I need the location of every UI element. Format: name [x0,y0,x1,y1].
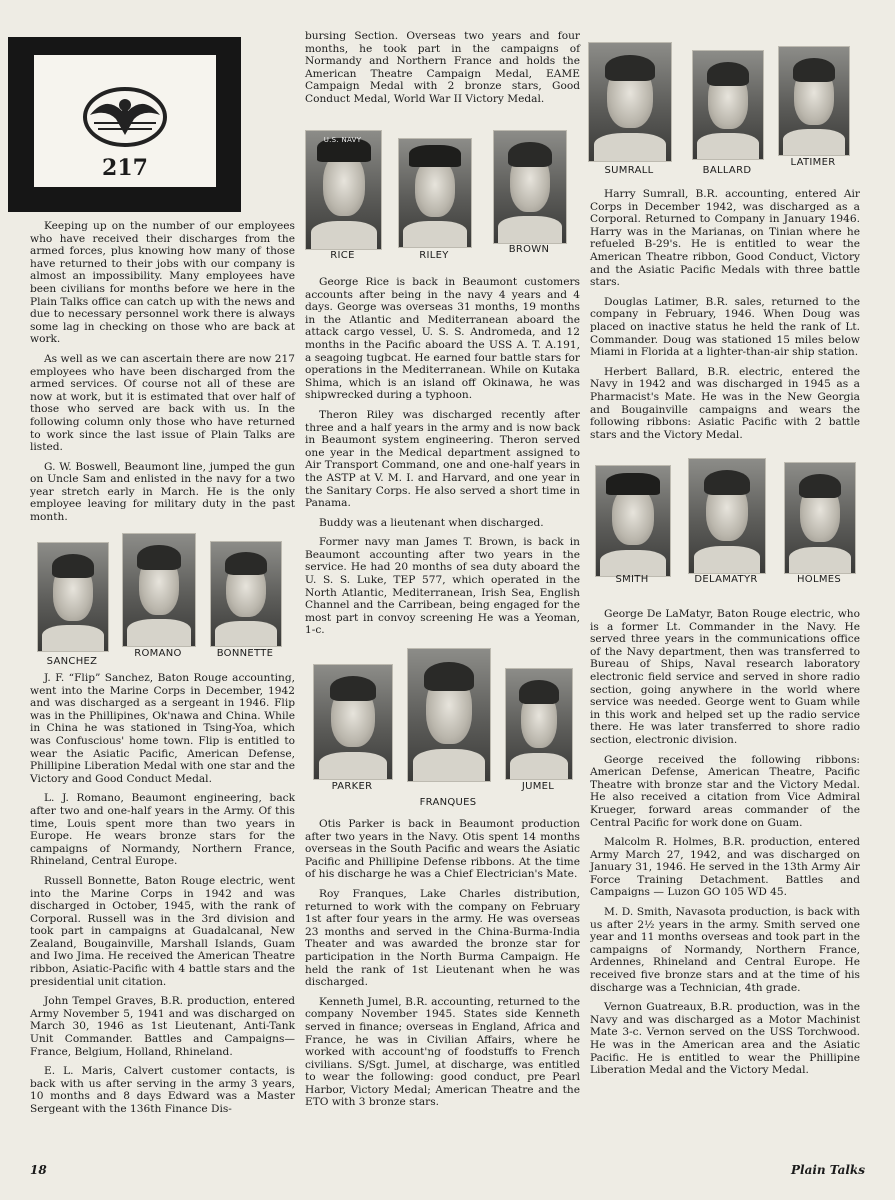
buddy-paragraph: Buddy was a lieutenant when discharged. [319,516,544,529]
magazine-title: Plain Talks [790,1163,865,1177]
column-3 [590,188,860,448]
column-3-lower [590,608,860,1084]
maris-continued-paragraph: bursing Section. Overseas two years and four months, he took part in the campaigns of Normandy and Northern France and holds the American Theatre Campaign Medal, EAME Campaign Medal with 2 bronze stars, Good Conduct Medal, World War II Victory Medal. [305,30,580,105]
brown-paragraph: Former navy man James T. Brown, is back in Beaumont accounting after two years in the service. He had 20 months of sea duty aboard the U. S. S. Luke, TEP 577, which operated in the North Atlantic, Mediterranean, Irish Sea, English Channel and the Carribean, being engaged for the most part in convoy screening He was a Yeoman, 1-c. [305,536,580,637]
romano-caption: ROMANO [134,648,182,659]
smith-paragraph: M. D. Smith, Navasota production, is back with us after 2½ years in the army. Smith served one year and 11 months overseas and took part in the campaigns of Normandy, Northern France, Ardennes, Rhineland and Central Europe. He received five bronze stars and at the time of his discharge was a Technician, 4th grade. [590,906,860,994]
intro-paragraph-2: As well as we can ascertain there are now 217 employees who have been discharged from the armed services. Of course not all of these are now at work, but it is estimated that over half of those who served are back with us. In the following column only those who have returned to work since the last issue of Plain Talks are listed. [30,352,295,454]
ballard-caption: BALLARD [702,165,752,176]
graves-paragraph: John Tempel Graves, B.R. production, entered Army November 5, 1941 and was discharged on March 30, 1946 as 1st Lieutenant, Anti-Tank Unit Commander. Battles and Campaigns—France, Belgium, Holland, Rhineland. [30,995,295,1058]
jumel-photo [505,668,573,780]
bonnette-paragraph: Russell Bonnette, Baton Rouge electric, went into the Marine Corps in 1942 and was discharged in October, 1945, with the rank of Corporal. Russell was in the 3rd division and took part in campaigns at Guadalcanal, New Zealand, Bougainville, Marshall Islands, Guam and Iwo Jima. He received the American Theatre ribbon, Asiatic-Pacific with 4 battle stars and the presidential unit citation. [30,874,295,988]
column-2-middle [305,276,580,644]
eagle-emblem-icon [34,55,216,155]
riley-paragraph: Theron Riley was discharged recently after three and a half years in the army and is now back in Beaumont system engineering. Theron served one year in the Medical department assigned to Air Transport Command, one and one-half years in the ASTP at V. M. I. and Harvard, and one year in the Sanitary Corps. He also served a short time in Panama. [305,408,580,510]
bonnette-photo [210,541,282,647]
sumrall-caption: SUMRALL [604,165,654,176]
column-2 [305,30,580,113]
column-2-lower [305,818,580,1116]
romano-photo [122,533,196,647]
column-1 [30,220,295,531]
delamatyr-caption: DELAMATYR [694,574,758,585]
boswell-paragraph: G. W. Boswell, Beaumont line, jumped the gun on Uncle Sam and enlisted in the navy for a two year stretch early in March. He is the only employee leaving for military duty in the past month. [30,460,295,524]
brown-photo [493,130,567,244]
parker-caption: PARKER [331,781,373,792]
latimer-photo [778,46,850,156]
guatreaux-paragraph: Vernon Guatreaux, B.R. production, was in the Navy and was discharged as a Motor Machinist Mate 3-c. Vernon served on the USS Torchwood. He was in the American area and the Asiatic Pacific. He is entitled to wear the Phillipine Liberation Medal and the Victory Medal. [590,1001,860,1077]
delamatyr-paragraph: George De LaMatyr, Baton Rouge electric, who is a former Lt. Commander in the Navy. He served three years in the communications office of the Navy department, then was transferred to Bureau of Ships, Naval research laboratory electronic field service and served in shore radio section, going anywhere in the world where service was needed. George went to Guam while in this work and helped set up the radio service there. He was later transferred to shore radio section, electronic division. [590,608,860,746]
rice-caption: RICE [330,250,355,261]
intro-paragraph: Keeping up on the number of our employees who have received their discharges from the armed forces, plus knowing how many of those have returned to their jobs with our company is almost an impossibility. Many employees have been civilians for months before we here in the Plain Talks office can catch up with the news and due to necessary personnel work there is always some lag in checking on those who are back at work. [30,220,295,346]
romano-paragraph: L. J. Romano, Beaumont engineering, back after two and one-half years in the Army. Of this time, Louis spent more than two years in Europe. He wears bronze stars for the campaigns of Normandy, Northern France, Rhineland, Central Europe. [30,792,295,868]
delamatyr-ribbons-paragraph: George received the following ribbons: American Defense, American Theatre, Pacific Theatre with bronze star and the Victory Medal. He also received a citation from Vice Admiral Krueger, forward areas commander of the Central Pacific for work done on Guam. [590,753,860,829]
franques-paragraph: Roy Franques, Lake Charles distribution, returned to work with the company on February 1st after four years in the army. He was overseas 23 months and served in the China-Burma-India Theater and was awarded the bronze star for participation in the North Burma Campaign. He held the rank of 1st Lieutenant when he was discharged. [305,887,580,989]
ballard-paragraph: Herbert Ballard, B.R. electric, entered the Navy in 1942 and was discharged in 1945 as a Pharmacist's Mate. He was in the New Georgia and Bougainville campaigns and wears the following ribbons: Asiatic Pacific with 2 battle stars and the Victory Medal. [590,365,860,441]
rice-photo [305,130,382,250]
sumrall-paragraph: Harry Sumrall, B.R. accounting, entered Air Corps in December 1942, was discharged as a Corporal. Returned to Company in January 1946. Harry was in the Marianas, on Tinian where he refueled B-29's. He is entitled to wear the American Theatre ribbon, Good Conduct, Victory and the Asiatic Pacific Medals with three battle stars. [590,188,860,289]
emblem-number: 217 [102,155,148,181]
parker-photo [313,664,393,780]
holmes-caption: HOLMES [796,574,842,585]
parker-paragraph: Otis Parker is back in Beaumont production after two years in the Navy. Otis spent 14 months overseas in the South Pacific and wears the Asiatic Pacific and Phillipine Defense ribbons. At the time of his discharge he was a Chief Electrician's Mate. [305,818,580,881]
smith-photo [595,465,671,577]
brown-caption: BROWN [508,244,550,255]
sanchez-photo [37,542,109,652]
emblem-panel [34,55,216,187]
smith-caption: SMITH [615,574,649,585]
sanchez-caption: SANCHEZ [46,656,98,667]
delamatyr-photo [688,458,766,574]
maris-paragraph: E. L. Maris, Calvert customer contacts, is back with us after serving in the army 3 years, 10 months and 8 days Edward was a Master Sergeant with the 136th Finance Dis- [30,1065,295,1115]
franques-caption: FRANQUES [419,797,477,808]
latimer-caption: LATIMER [790,157,836,168]
sumrall-photo [588,42,672,162]
rice-paragraph: George Rice is back in Beaumont customers accounts after being in the navy 4 years and 4 days. George was overseas 31 months, 19 months in the Atlantic and Mediterranean aboard the attack cargo vessel, U. S. S. Andromeda, and 12 months in the Pacific aboard the USS A. T. A.191, a seagoing tugbcat. He earned four battle stars for operations in the Mediterranean. While on Kutaka Shima, which is an island off Okinawa, he was shipwrecked during a typhoon. [305,276,580,402]
sanchez-paragraph: J. F. “Flip” Sanchez, Baton Rouge accounting, went into the Marine Corps in December, 1942 and was discharged as a sergeant in 1946. Flip was in the Phillipines, Ok'nawa and China. While in China he was stationed in Tsing-Yoa, which was Confuscious' home town. Flip is entitled to wear the Asiatic Pacific, American Defense, Phillipine Liberation Medal with one star and the Victory and Good Conduct Medal. [30,672,295,785]
holmes-paragraph: Malcolm R. Holmes, B.R. production, entered Army March 27, 1942, and was discharged on January 31, 1946. He served in the 13th Army Air Force Training Detachment. Battles and Campaigns — Luzon GO 105 WD 45. [590,836,860,899]
holmes-photo [784,462,856,574]
column-1-lower [30,672,295,1123]
jumel-caption: JUMEL [521,781,555,792]
bonnette-caption: BONNETTE [216,648,274,659]
latimer-paragraph: Douglas Latimer, B.R. sales, returned to the company in February, 1946. When Doug was placed on inactive status he held the rank of Lt. Commander. Doug was stationed 15 miles below Miami in Florida at a lighter-than-air ship station. [590,295,860,359]
jumel-paragraph: Kenneth Jumel, B.R. accounting, returned to the company November 1945. States side Kenneth served in finance; overseas in England, Africa and France, he was in Civilian Affairs, where he worked with account'ng of foodstuffs to French civilians. S/Sgt. Jumel, at discharge, was entitled to wear the following: good conduct, pre Pearl Harbor, Victory Medal; American Theatre and the ETO with 3 bronze stars. [305,995,580,1109]
ballard-photo [692,50,764,160]
riley-caption: RILEY [419,250,449,261]
discharge-emblem [8,37,241,212]
navy-cap-text: U.S. NAVY [323,136,362,144]
page-number: 18 [30,1163,47,1177]
franques-photo [407,648,491,782]
riley-photo [398,138,472,248]
